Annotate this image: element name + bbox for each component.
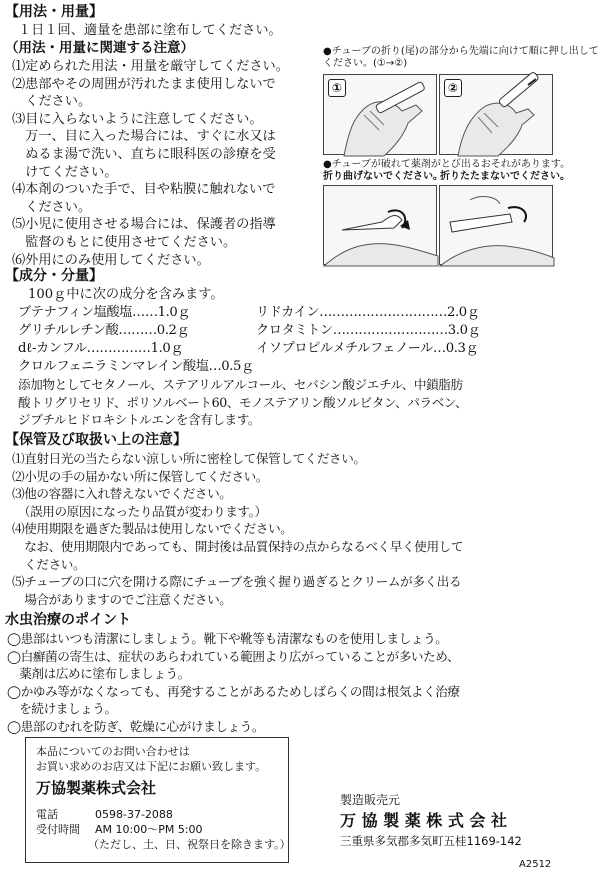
usage-note-line: ください。 (12, 199, 92, 215)
storage-line: ⑸チューブの口に穴を開ける際にチューブを強く握り過ぎるとクリームが多く出る (12, 574, 462, 590)
additives-line: ジブチルヒドロキシトルエンを含有します。 (18, 412, 261, 428)
ingredient-item: dℓ-カンフル……………1.0ｇ (18, 341, 184, 356)
storage-line: なお、使用期限内であっても、開封後は品質保持の点からなるべく早く使用して (12, 538, 464, 554)
manufacturer-address: 三重県多気郡多気町五桂1169-142 (340, 834, 522, 848)
storage-line: ⑶他の容器に入れ替えないでください。 (12, 486, 232, 502)
tip-line: ◯患部はいつも清潔にしましょう。靴下や靴等も清潔なものを使用しましょう。 (7, 631, 448, 646)
usage-notes (12, 58, 289, 269)
storage-line: ⑷使用期限を過ぎた製品は使用しないでください。 (12, 521, 293, 537)
contact-box (25, 737, 289, 863)
usage-notes-heading: （用法・用量に関連する注意） (5, 40, 194, 56)
contact-hours-note: （ただし、土、日、祝祭日を除きます。） (88, 838, 291, 851)
manufacturer-label: 製造販売元 (340, 793, 401, 807)
additives-line: 添加物としてセタノール、ステアリルアルコール、セバシン酸ジエチル、中鎖脂肪 (18, 377, 463, 392)
ingredient-item: クロタミトン………………………3.0ｇ (256, 323, 481, 338)
contact-line-1: 本品についてのお問い合わせは (36, 745, 190, 758)
ingredient-item: リドカイン…………………………2.0ｇ (256, 305, 480, 320)
tips-lines (7, 630, 460, 736)
illustration-caption-1: ●チューブの折り(尾)の部分から先端に向けて順に押し出して ください。(①→②) (323, 46, 599, 69)
usage-note-line: ⑷本剤のついた手で、目や粘膜に触れないで (12, 182, 276, 198)
contact-hours-label: 受付時間 (36, 823, 80, 836)
usage-dose: １日１回、適量を患部に塗布してください。 (18, 23, 282, 38)
tip-line: ◯白癬菌の寄生は、症状のあらわれている範囲より広がっていることが多いため、 (7, 648, 460, 664)
storage-line: 場合がありますのでご注意ください。 (12, 591, 232, 607)
additives-line: 酸トリグリセリド、ポリソルベート60、モノステアリン酸ソルビタン、パラベン、 (18, 394, 468, 410)
tip-line: 薬剤は広めに塗布しましょう。 (7, 666, 190, 682)
ingredient-item: クロルフェニラミンマレイン酸塩…0.5ｇ (18, 359, 254, 374)
usage-note-line: けてください。 (12, 164, 118, 180)
storage-line: ⑵小児の手の届かない所に保管してください。 (12, 468, 269, 484)
tip-line: ◯患部のむれを防ぎ、乾燥に心がけましょう。 (7, 718, 265, 734)
label-do-not-fold: 折りたたまないでください。 (440, 171, 570, 182)
ingredients-intro: 100ｇ中に次の成分を含みます。 (28, 287, 224, 302)
usage-note-line: ⑸小児に使用させる場合には、保護者の指導 (12, 217, 276, 233)
document-code: A2512 (519, 859, 552, 870)
contact-hours: AM 10:00〜PM 5:00 (95, 823, 203, 836)
step-1-badge: ① (328, 79, 346, 97)
usage-note-line: 監督のもとに使用させてください。 (12, 234, 237, 250)
ingredients-heading: 【成分・分量】 (5, 268, 103, 284)
ingredient-item: ブテナフィン塩酸塩……1.0ｇ (18, 305, 191, 320)
storage-lines (12, 450, 463, 608)
usage-note-line: ぬるま湯で洗い、直ちに眼科医の診療を受 (12, 146, 276, 162)
bent-tube-icon (324, 186, 438, 266)
usage-note-line: ⑵患部やその周囲が汚れたまま使用しないで (12, 76, 276, 92)
illustration-step-2 (439, 74, 553, 155)
ingredient-item: グリチルレチン酸………0.2ｇ (18, 323, 190, 338)
usage-note-line: ください。 (12, 94, 92, 110)
contact-phone-label: 電話 (36, 808, 58, 821)
contact-line-2: お買い求めのお店又は下記にお願い致します。 (36, 760, 267, 773)
usage-note-line: ⑶目に入らないように注意してください。 (12, 111, 263, 127)
ingredient-item: イソプロピルメチルフェノール…0.3ｇ (256, 341, 479, 356)
tip-line: を続けましょう。 (7, 701, 117, 717)
usage-note-line: ⑹外用にのみ使用してください。 (12, 252, 210, 268)
ingredients-additives (18, 376, 467, 429)
usage-note-line: ⑴定められた用法・用量を厳守してください。 (12, 59, 289, 74)
tips-heading: 水虫治療のポイント (5, 612, 131, 628)
manufacturer-name: 万 協 製 薬 株 式 会 社 (340, 811, 507, 830)
illustration-bent-tube (323, 185, 437, 265)
contact-phone: 0598-37-2088 (95, 808, 173, 821)
usage-note-line: 万一、目に入った場合には、すぐに水又は (12, 129, 276, 145)
illustration-caption-2: ●チューブが破れて薬剤がとび出るおそれがあります。 (323, 159, 571, 170)
illustration-step-1 (323, 74, 437, 155)
illustration-folded-tube (439, 185, 553, 265)
contact-company: 万協製薬株式会社 (36, 779, 157, 797)
storage-line: （誤用の原因になったり品質が変わります。） (12, 503, 267, 519)
usage-heading: 【用法・用量】 (5, 4, 103, 20)
storage-line: ⑴直射日光の当たらない涼しい所に密栓して保管してください。 (12, 451, 366, 466)
step-2-badge: ② (444, 79, 462, 97)
storage-heading: 【保管及び取扱い上の注意】 (5, 432, 187, 448)
storage-line: ください。 (12, 556, 86, 572)
label-do-not-bend: 折り曲げないでください。 (323, 171, 443, 182)
tip-line: ◯かゆみ等がなくなっても、再発することがあるためしばらくの間は根気よく治療 (7, 683, 460, 699)
folded-tube-icon (440, 186, 554, 266)
